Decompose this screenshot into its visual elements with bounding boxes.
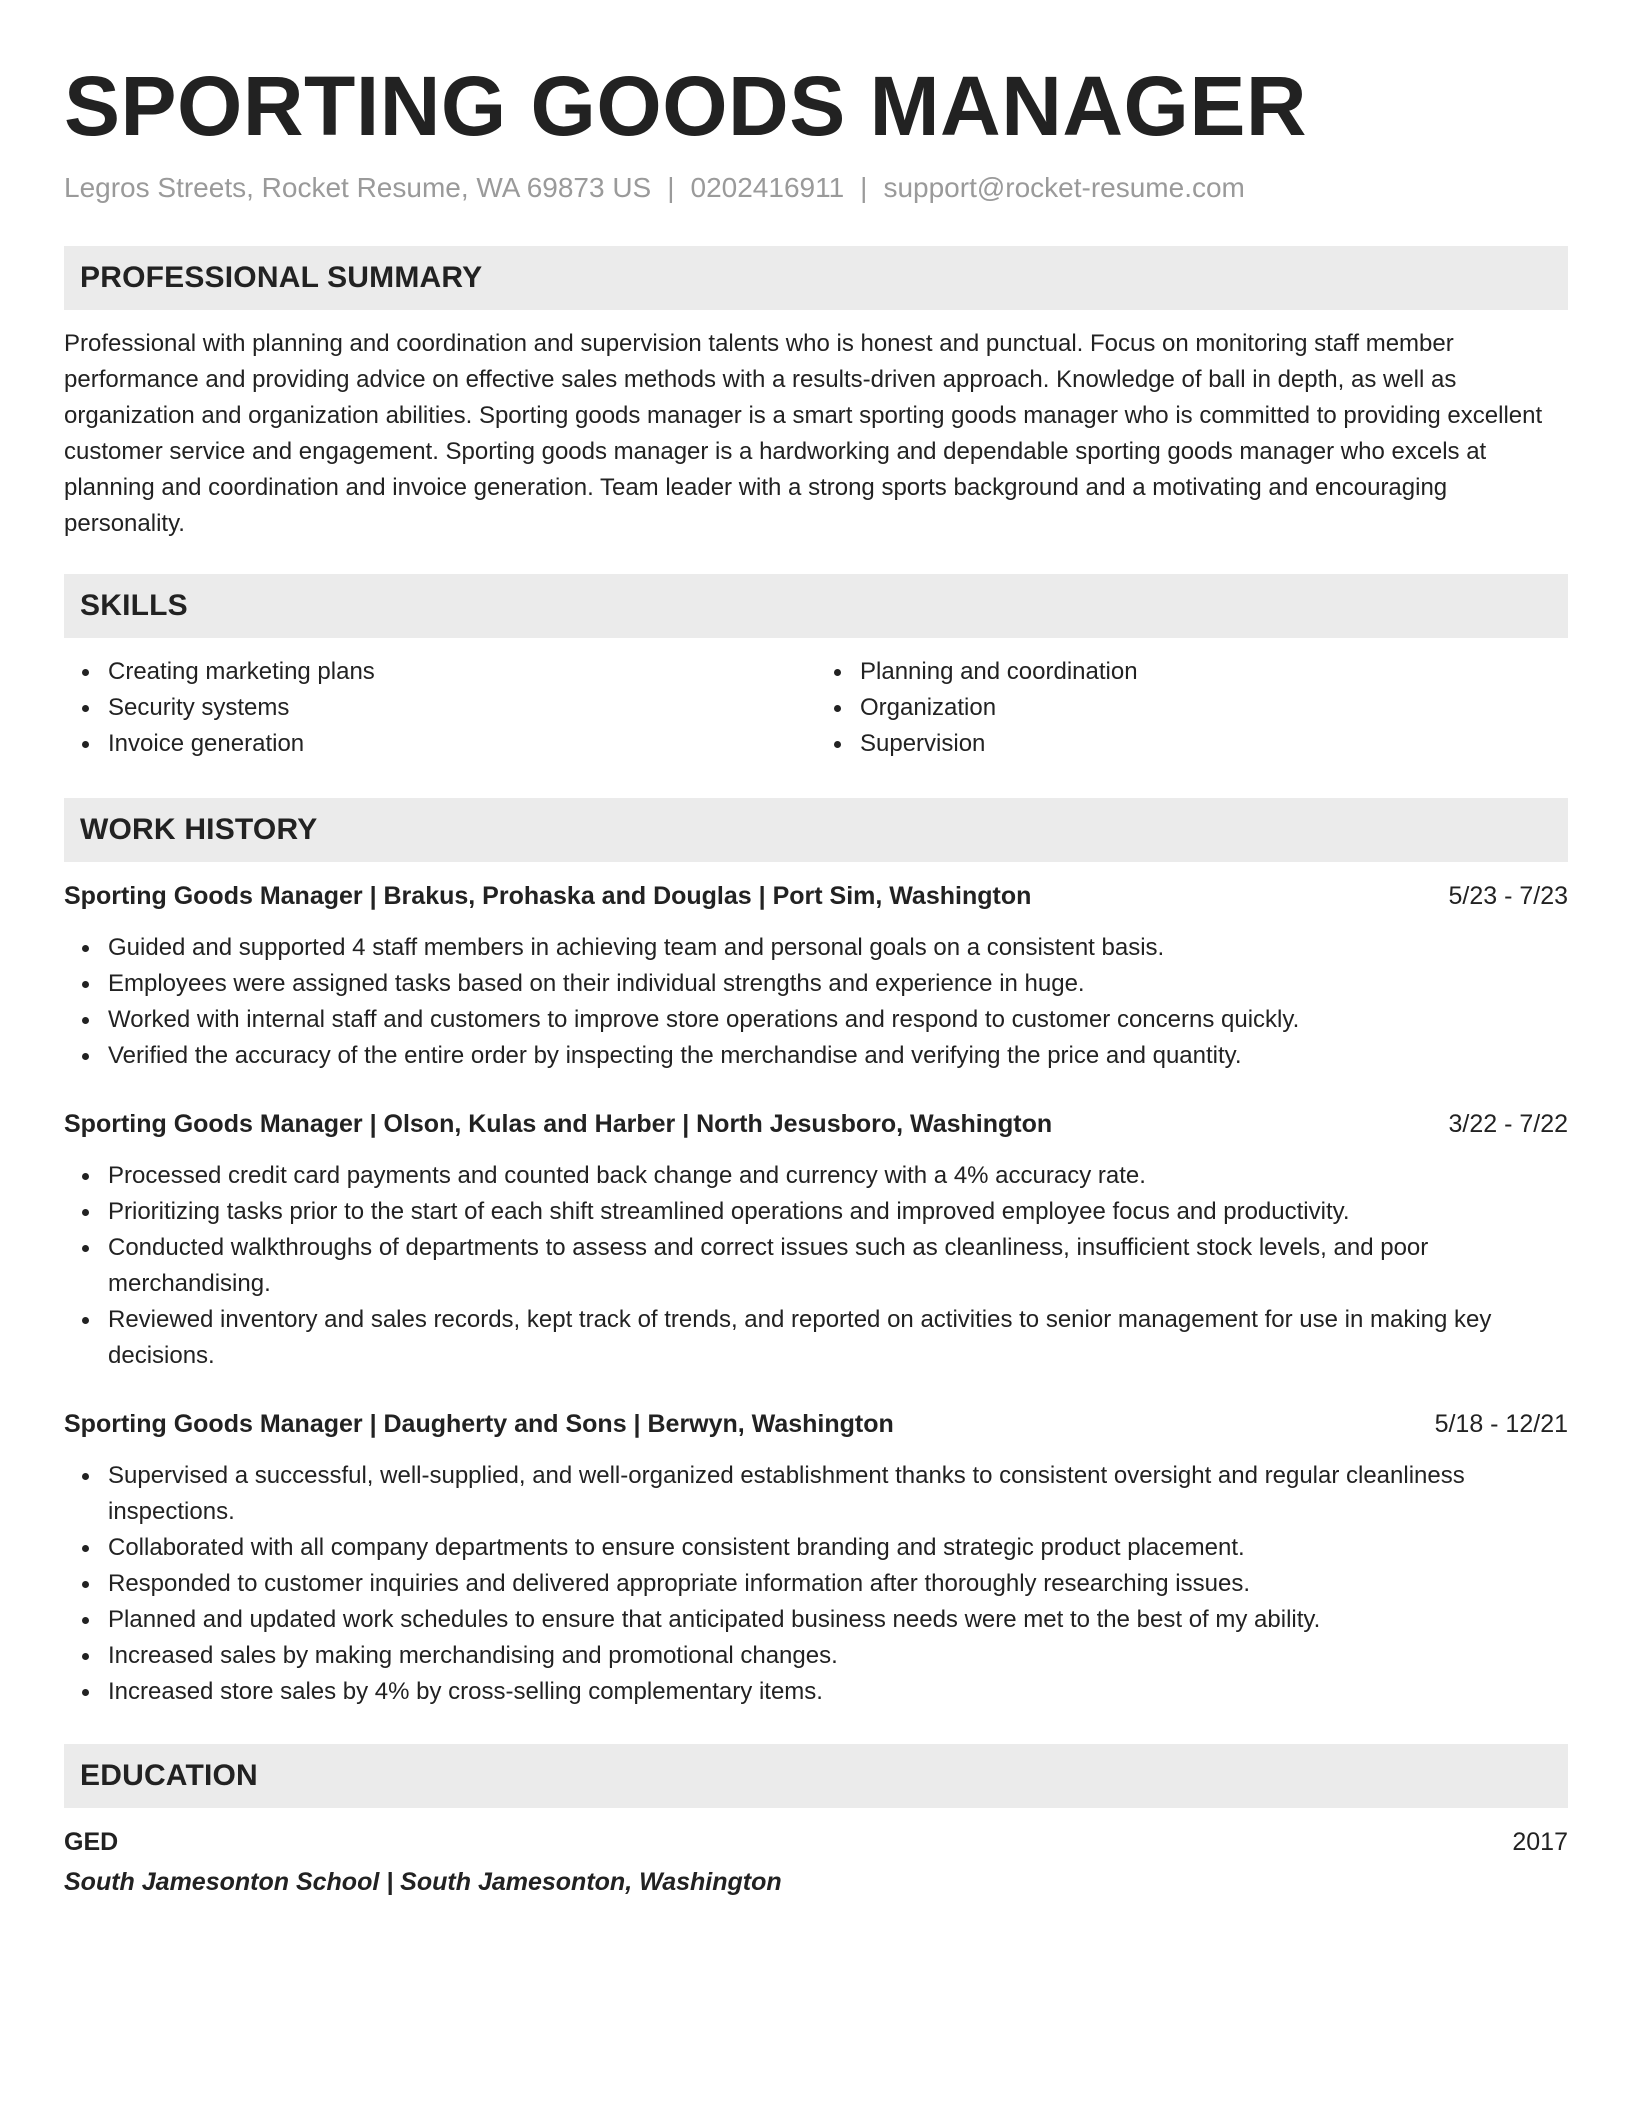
job-title: Sporting Goods Manager | Olson, Kulas and Harber | North Jesusboro, Washington [64, 1110, 1053, 1138]
job-bullet: Guided and supported 4 staff members in achieving team and personal goals on a consistent basis. [108, 930, 1568, 966]
job-bullet: Supervised a successful, well-supplied, and well-organized establishment thanks to consistent oversight and regular cleanliness inspections. [108, 1458, 1568, 1530]
job-bullets [64, 1158, 1568, 1374]
section-heading-skills: SKILLS [64, 574, 1568, 638]
skill-item: Supervision [860, 726, 1568, 762]
skills-list [64, 654, 1568, 762]
skill-item: Planning and coordination [860, 654, 1568, 690]
job-bullet: Conducted walkthroughs of departments to assess and correct issues such as cleanliness, insufficient stock levels, and poor merchandising. [108, 1230, 1568, 1302]
education-entry [64, 1824, 1568, 1900]
job-bullet: Increased sales by making merchandising and promotional changes. [108, 1638, 1568, 1674]
contact-address: Legros Streets, Rocket Resume, WA 69873 US [64, 172, 652, 203]
contact-separator: | [860, 172, 868, 203]
section-heading-education: EDUCATION [64, 1744, 1568, 1808]
skills-column-right [816, 654, 1568, 762]
job-header [64, 878, 1568, 914]
job-bullet: Processed credit card payments and counted back change and currency with a 4% accuracy rate. [108, 1158, 1568, 1194]
contact-line [64, 170, 1568, 206]
job-entry [64, 1406, 1568, 1710]
skill-item: Invoice generation [108, 726, 816, 762]
job-dates: 3/22 - 7/22 [1448, 1110, 1568, 1138]
job-entry [64, 1106, 1568, 1374]
summary-text: Professional with planning and coordination and supervision talents who is honest and punctual. Focus on monitoring staff member performance and providing advice on effective sales methods with a results-driven approach. Knowledge of ball in depth, as well as organization and organization abilities. Sporting goods manager is a smart sporting goods manager who is committed to providing excellent customer service and engagement. Sporting goods manager is a hardworking and dependable sporting goods manager who excels at planning and coordination and invoice generation. Team leader with a strong sports background and a motivating and encouraging personality. [64, 330, 1543, 537]
job-header [64, 1406, 1568, 1442]
contact-email: support@rocket-resume.com [883, 172, 1245, 203]
education-year: 2017 [1512, 1828, 1568, 1856]
job-dates: 5/18 - 12/21 [1434, 1410, 1568, 1438]
job-title: Sporting Goods Manager | Brakus, Prohaska and Douglas | Port Sim, Washington [64, 882, 1032, 910]
skill-item: Creating marketing plans [108, 654, 816, 690]
skill-item: Security systems [108, 690, 816, 726]
job-bullet: Planned and updated work schedules to ensure that anticipated business needs were met to the best of my ability. [108, 1602, 1568, 1638]
job-bullets [64, 930, 1568, 1074]
section-heading-work-history: WORK HISTORY [64, 798, 1568, 862]
skills-column-left [64, 654, 816, 762]
skill-item: Organization [860, 690, 1568, 726]
job-bullet: Responded to customer inquiries and delivered appropriate information after thoroughly researching issues. [108, 1566, 1568, 1602]
education-degree: GED [64, 1828, 119, 1856]
job-entry [64, 878, 1568, 1074]
education-school: South Jamesonton School | South Jamesonton, Washington [64, 1868, 782, 1896]
job-bullet: Verified the accuracy of the entire order by inspecting the merchandise and verifying the price and quantity. [108, 1038, 1568, 1074]
job-bullet: Prioritizing tasks prior to the start of each shift streamlined operations and improved employee focus and productivity. [108, 1194, 1568, 1230]
job-bullet: Increased store sales by 4% by cross-selling complementary items. [108, 1674, 1568, 1710]
education-header [64, 1824, 1568, 1860]
candidate-name: SPORTING GOODS MANAGER [64, 59, 1308, 153]
job-bullet: Employees were assigned tasks based on their individual strengths and experience in huge. [108, 966, 1568, 1002]
contact-separator: | [667, 172, 675, 203]
job-header [64, 1106, 1568, 1142]
contact-phone: 0202416911 [690, 172, 845, 203]
job-bullet: Collaborated with all company departments to ensure consistent branding and strategic product placement. [108, 1530, 1568, 1566]
job-title: Sporting Goods Manager | Daugherty and Sons | Berwyn, Washington [64, 1410, 894, 1438]
job-bullet: Reviewed inventory and sales records, kept track of trends, and reported on activities to senior management for use in making key decisions. [108, 1302, 1568, 1374]
section-heading-summary: PROFESSIONAL SUMMARY [64, 246, 1568, 310]
job-bullets [64, 1458, 1568, 1710]
job-dates: 5/23 - 7/23 [1448, 882, 1568, 910]
job-bullet: Worked with internal staff and customers to improve store operations and respond to customer concerns quickly. [108, 1002, 1568, 1038]
